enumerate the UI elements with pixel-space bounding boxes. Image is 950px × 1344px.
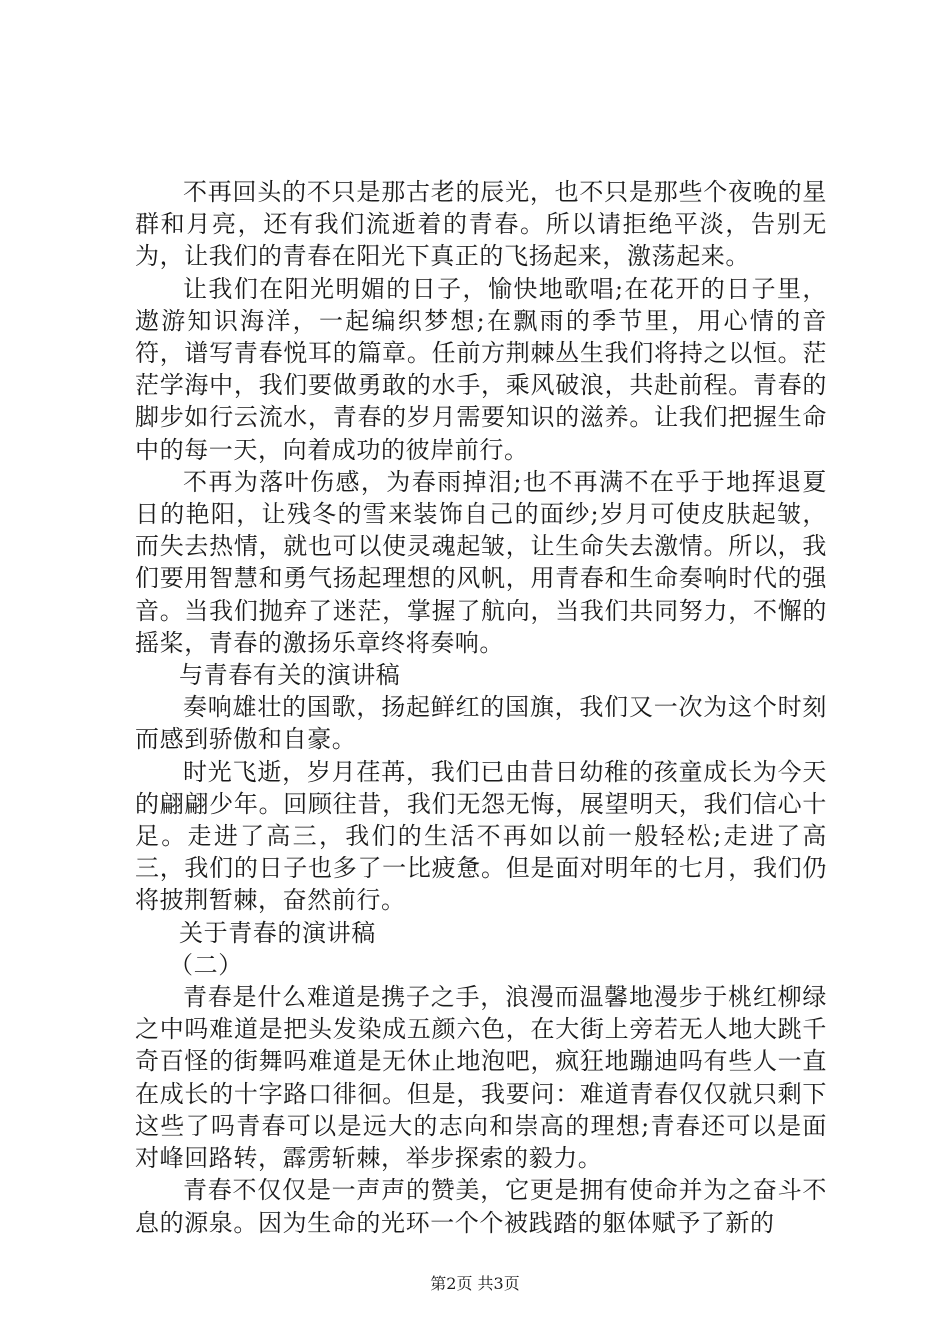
document-body [135, 176, 827, 1239]
section-heading: 与青春有关的演讲稿 [179, 661, 401, 690]
paragraph: 不再为落叶伤感，为春雨掉泪;也不再满不在乎于地挥退夏日的艳阳，让残冬的雪来装饰自己的面纱;岁月可使皮肤起皱，而失去热情，就也可以使灵魂起皱，让生命失去激情。所以，我们要用智慧和勇气扬起理想的风帆，用青春和生命奏响时代的强音。当我们抛弃了迷茫，掌握了航向，当我们共同努力，不懈的摇桨，青春的激扬乐章终将奏响。 [135, 467, 827, 657]
paragraph: 让我们在阳光明媚的日子，愉快地歌唱;在花开的日子里，遨游知识海洋，一起编织梦想;在飘雨的季节里，用心情的音符，谱写青春悦耳的篇章。任前方荆棘丛生我们将持之以恒。茫茫学海中，我们要做勇敢的水手，乘风破浪，共赴前程。青春的脚步如行云流水，青春的岁月需要知识的滋养。让我们把握生命中的每一天，向着成功的彼岸前行。 [135, 274, 827, 464]
paragraph: 青春是什么难道是携子之手，浪漫而温馨地漫步于桃红柳绿之中吗难道是把头发染成五颜六色，在大街上旁若无人地大跳千奇百怪的街舞吗难道是无休止地泡吧，疯狂地蹦迪吗有些人一直在成长的十字路口徘徊。但是，我要问：难道青春仅仅就只剩下这些了吗青春可以是远大的志向和崇高的理想;青春还可以是面对峰回路转，霹雳斩棘，举步探索的毅力。 [135, 983, 827, 1173]
paragraph: 时光飞逝，岁月荏苒，我们已由昔日幼稚的孩童成长为今天的翩翩少年。回顾往昔，我们无怨无悔，展望明天，我们信心十足。走进了高三，我们的生活不再如以前一般轻松;走进了高三，我们的日子也多了一比疲惫。但是面对明年的七月，我们仍将披荆暂棘，奋然前行。 [135, 757, 827, 915]
paragraph: 奏响雄壮的国歌，扬起鲜红的国旗，我们又一次为这个时刻而感到骄傲和自豪。 [135, 693, 827, 754]
section-heading: 关于青春的演讲稿 [179, 918, 376, 947]
paragraph: 不再回头的不只是那古老的辰光，也不只是那些个夜晚的星群和月亮，还有我们流逝着的青春。所以请拒绝平淡，告别无为，让我们的青春在阳光下真正的飞扬起来，激荡起来。 [135, 178, 827, 271]
page-footer: 第2页 共3页 [430, 1274, 520, 1293]
paragraph: 青春不仅仅是一声声的赞美，它更是拥有使命并为之奋斗不息的源泉。因为生命的光环一个个被践踏的躯体赋予了新的 [135, 1176, 827, 1237]
section-number: （二） [169, 950, 243, 979]
